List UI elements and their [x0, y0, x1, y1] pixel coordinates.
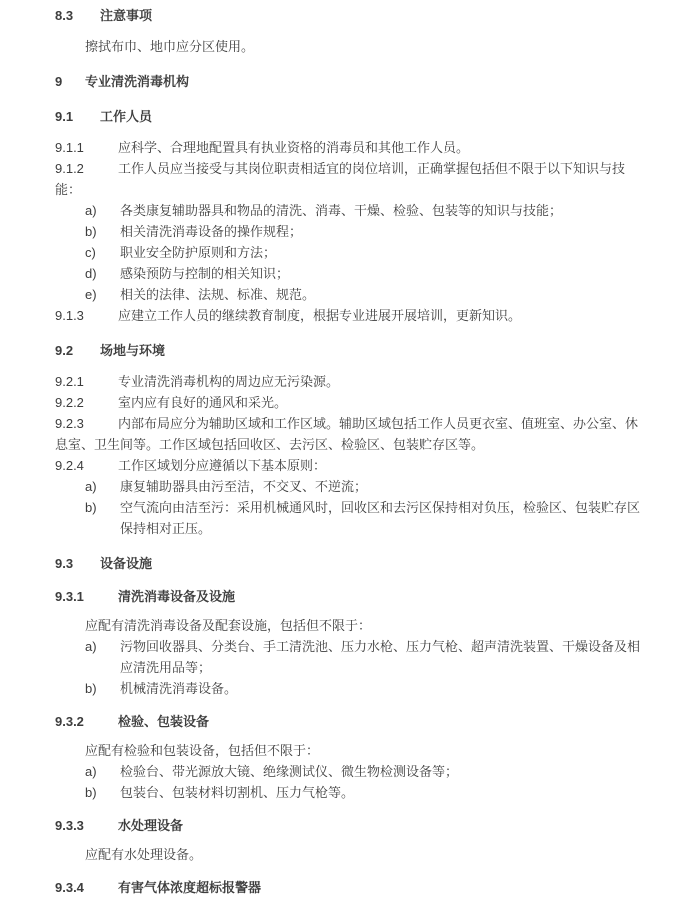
clause-text: 应建立工作人员的继续教育制度，根据专业进展开展培训，更新知识。	[118, 308, 522, 323]
list-item-text: 相关的法律、法规、标准、规范。	[120, 287, 316, 302]
list-item-text: 康复辅助器具由污至洁，不交叉、不逆流；	[120, 479, 368, 494]
clause-number: 9.2.4	[55, 458, 84, 473]
list-item-label: b)	[85, 500, 97, 515]
section-number: 9.3	[55, 556, 74, 571]
list-item-text: 空气流向由洁至污：采用机械通风时，回收区和去污区保持相对负压，检验区、包装贮存区保持相对正压。	[120, 500, 641, 536]
list-item-text: 机械清洗消毒设备。	[120, 681, 238, 696]
clause-9-2-1	[55, 371, 645, 392]
list-item-label: a)	[85, 203, 97, 218]
clause-9-2-4	[55, 455, 645, 476]
paragraph-text: 擦拭布巾、地巾应分区使用。	[85, 39, 255, 54]
list-item-text: 相关清洗消毒设备的操作规程；	[120, 224, 303, 239]
list-item-label: d)	[85, 266, 97, 281]
list-item-9-3-1-b	[85, 678, 645, 699]
clause-number: 9.2.3	[55, 416, 84, 431]
list-item-9-2-4-a	[85, 476, 645, 497]
list-item-label: b)	[85, 785, 97, 800]
list-item-text: 感染预防与控制的相关知识；	[120, 266, 290, 281]
clause-number: 9.2.1	[55, 374, 84, 389]
list-item-9-3-2-b	[85, 782, 645, 803]
section-number: 9.3.1	[55, 589, 84, 604]
clause-number: 9.1.2	[55, 161, 84, 176]
list-item-label: b)	[85, 224, 97, 239]
paragraph-9-3-3	[55, 844, 645, 865]
list-item-label: a)	[85, 639, 97, 654]
heading-8-3	[55, 5, 645, 26]
clause-9-1-2	[55, 158, 645, 200]
list-item-text: 污物回收器具、分类台、手工清洗池、压力水枪、压力气枪、超声清洗装置、干燥设备及相应清洗用品等；	[120, 639, 641, 675]
clause-text: 工作区域划分应遵循以下基本原则：	[118, 458, 327, 473]
clause-9-2-2	[55, 392, 645, 413]
section-number: 9.2	[55, 343, 74, 358]
list-item-text: 职业安全防护原则和方法；	[120, 245, 277, 260]
list-item-text: 各类康复辅助器具和物品的清洗、消毒、干燥、检验、包装等的知识与技能；	[120, 203, 563, 218]
section-number: 9.3.3	[55, 818, 84, 833]
heading-9-3-3	[55, 815, 645, 836]
clause-9-2-3	[55, 413, 645, 455]
list-item-9-1-2-a	[85, 200, 645, 221]
clause-text: 室内应有良好的通风和采光。	[118, 395, 288, 410]
paragraph-text: 应配有清洗消毒设备及配套设施，包括但不限于：	[85, 618, 372, 633]
section-title: 检验、包装设备	[118, 714, 210, 729]
list-item-text: 检验台、带光源放大镜、绝缘测试仪、微生物检测设备等；	[120, 764, 459, 779]
list-item-9-3-2-a	[85, 761, 645, 782]
paragraph-text: 应配有检验和包装设备，包括但不限于：	[85, 743, 320, 758]
list-item-9-1-2-d	[85, 263, 645, 284]
list-item-label: e)	[85, 287, 97, 302]
section-title: 清洗消毒设备及设施	[118, 589, 236, 604]
section-title: 设备设施	[100, 556, 153, 571]
section-number: 9.1	[55, 109, 74, 124]
heading-9-2	[55, 340, 645, 361]
paragraph-text: 应配有水处理设备。	[85, 847, 203, 862]
heading-9-3-1	[55, 586, 645, 607]
section-title: 水处理设备	[118, 818, 184, 833]
paragraph-9-3-1	[55, 615, 645, 636]
section-number: 9.3.2	[55, 714, 84, 729]
clause-number: 9.1.1	[55, 140, 84, 155]
heading-9-1	[55, 106, 645, 127]
clause-9-1-3	[55, 305, 645, 326]
section-number: 8.3	[55, 8, 74, 23]
section-title: 有害气体浓度超标报警器	[118, 880, 262, 895]
section-title: 注意事项	[100, 8, 153, 23]
paragraph-8-3	[55, 36, 645, 57]
section-title: 专业清洗消毒机构	[85, 74, 190, 89]
list-item-label: a)	[85, 764, 97, 779]
section-number: 9	[55, 74, 63, 89]
list-item-9-3-1-a	[85, 636, 645, 678]
heading-9-3-4	[55, 877, 645, 898]
clause-number: 9.2.2	[55, 395, 84, 410]
list-item-text: 包装台、包装材料切割机、压力气枪等。	[120, 785, 355, 800]
section-title: 场地与环境	[100, 343, 166, 358]
clause-text: 专业清洗消毒机构的周边应无污染源。	[118, 374, 340, 389]
heading-9	[55, 71, 645, 92]
list-item-9-1-2-c	[85, 242, 645, 263]
list-item-9-1-2-b	[85, 221, 645, 242]
list-item-9-2-4-b	[85, 497, 645, 539]
heading-9-3	[55, 553, 645, 574]
list-item-label: a)	[85, 479, 97, 494]
clause-number: 9.1.3	[55, 308, 84, 323]
clause-text: 内部布局应分为辅助区域和工作区域。辅助区域包括工作人员更衣室、值班室、办公室、休息室、卫生间等。工作区域包括回收区、去污区、检验区、包装贮存区等。	[55, 416, 639, 452]
list-item-9-1-2-e	[85, 284, 645, 305]
clause-text: 应科学、合理地配置具有执业资格的消毒员和其他工作人员。	[118, 140, 470, 155]
clause-text: 工作人员应当接受与其岗位职责相适宜的岗位培训，正确掌握包括但不限于以下知识与技能：	[55, 161, 626, 197]
clause-9-1-1	[55, 137, 645, 158]
section-title: 工作人员	[100, 109, 153, 124]
list-item-label: c)	[85, 245, 96, 260]
heading-9-3-2	[55, 711, 645, 732]
paragraph-9-3-2	[55, 740, 645, 761]
list-item-label: b)	[85, 681, 97, 696]
section-number: 9.3.4	[55, 880, 84, 895]
